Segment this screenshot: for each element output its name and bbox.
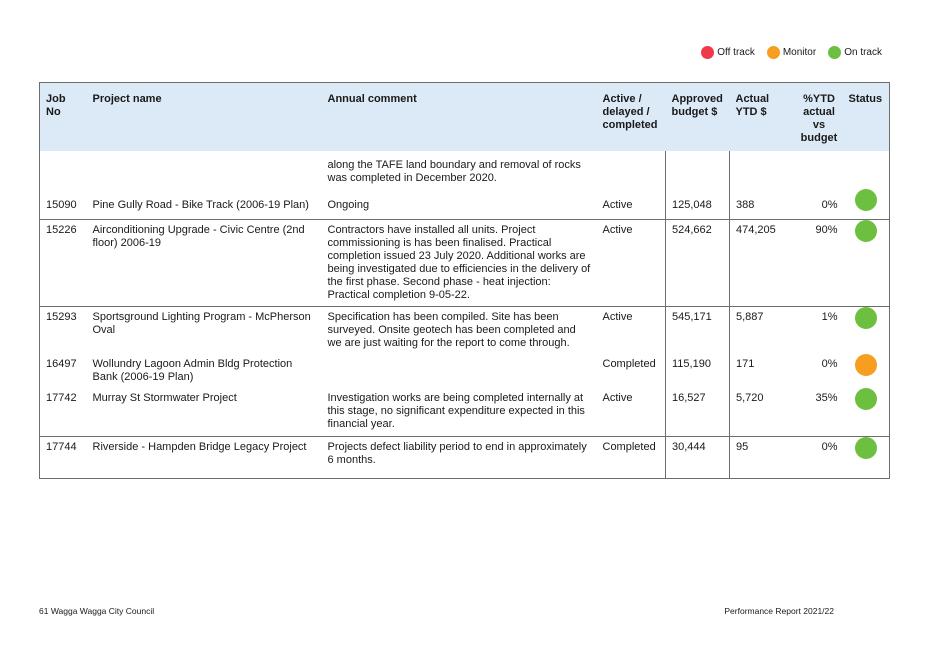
pct-ytd-cell: 0% <box>795 189 843 220</box>
pct-ytd-cell: 1% <box>821 311 838 323</box>
header-active: Active / delayed / completed <box>597 83 666 152</box>
capital-projects-table <box>39 82 890 479</box>
job-no-cell: 15226 <box>40 220 87 307</box>
status-cell <box>843 354 890 388</box>
approved-budget-cell: 16,527 <box>666 388 730 436</box>
legend-monitor <box>767 46 816 59</box>
annual-comment-cell: Specification has been compiled. Site has been surveyed. Onsite geotech has been completed and we are just waiting for the report to come through. <box>327 311 576 349</box>
annual-comment-cell: Projects defect liability period to end in approximately 6 months. <box>322 436 597 478</box>
job-no-cell: 15090 <box>40 189 87 220</box>
job-no-cell: 17744 <box>40 436 87 478</box>
legend-off-track <box>701 46 755 59</box>
continuation-row <box>40 151 890 189</box>
annual-comment-cell <box>322 354 597 388</box>
footer-report-title: Performance Report 2021/22 <box>724 606 834 616</box>
state-cell: Active <box>597 220 666 307</box>
status-dot-icon <box>855 220 877 242</box>
table-row <box>40 354 890 388</box>
project-name-cell: Murray St Stormwater Project <box>87 388 322 436</box>
status-dot-icon <box>855 307 877 329</box>
approved-budget-cell: 524,662 <box>666 220 730 307</box>
actual-ytd-cell: 95 <box>730 436 795 478</box>
approved-budget-cell: 545,171 <box>666 307 730 355</box>
project-name-cell: Sportsground Lighting Program - McPherson Oval <box>92 311 311 336</box>
state-cell: Completed <box>597 436 666 478</box>
job-no-cell: 16497 <box>40 354 87 388</box>
header-approved-budget: Approved budget $ <box>666 83 730 152</box>
state-cell: Completed <box>602 358 656 370</box>
approved-budget-cell: 125,048 <box>666 189 730 220</box>
on-track-dot-icon <box>828 46 841 59</box>
header-job-no: Job No <box>40 83 87 152</box>
pct-ytd-cell: 0% <box>795 436 843 478</box>
table-row <box>40 220 890 307</box>
table-header-row <box>40 83 890 152</box>
approved-budget-cell: 30,444 <box>666 436 730 478</box>
header-actual-ytd: Actual YTD $ <box>730 83 795 152</box>
status-cell <box>843 307 890 355</box>
pct-ytd-cell: 90% <box>795 220 843 307</box>
footer-page-council: 61 Wagga Wagga City Council <box>39 606 155 616</box>
state-cell: Active <box>597 388 666 436</box>
project-name-cell: Pine Gully Road - Bike Track (2006-19 Plan) <box>87 189 322 220</box>
off-track-dot-icon <box>701 46 714 59</box>
annual-comment-cell: Investigation works are being completed internally at this stage, no significant expenditure expected in this financial year. <box>322 388 597 436</box>
legend-label: On track <box>844 47 882 58</box>
status-dot-icon <box>855 189 877 211</box>
legend-on-track <box>828 46 882 59</box>
job-no-cell: 15293 <box>40 307 87 355</box>
actual-ytd-cell: 474,205 <box>730 220 795 307</box>
status-cell <box>843 189 890 220</box>
table-row <box>40 388 890 436</box>
status-dot-icon <box>855 437 877 459</box>
state-cell: Active <box>602 311 633 323</box>
legend-label: Monitor <box>782 47 817 58</box>
status-cell <box>843 220 890 307</box>
header-pct-ytd: %YTD actual vs budget <box>795 83 843 152</box>
approved-budget-cell: 115,190 <box>666 354 730 388</box>
actual-ytd-cell: 171 <box>736 358 755 370</box>
status-cell <box>843 436 890 478</box>
state-cell: Active <box>597 189 666 220</box>
job-no-cell: 17742 <box>40 388 87 436</box>
project-name-cell: Riverside - Hampden Bridge Legacy Project <box>87 436 322 478</box>
table-row <box>40 189 890 220</box>
status-dot-icon <box>855 354 877 376</box>
status-cell <box>843 388 890 436</box>
project-name-cell: Airconditioning Upgrade - Civic Centre (2nd floor) 2006-19 <box>87 220 322 307</box>
continuation-comment: along the TAFE land boundary and removal of rocks was completed in December 2020. <box>327 159 581 184</box>
table-row <box>40 307 890 355</box>
actual-ytd-cell: 5,887 <box>736 311 764 323</box>
pct-ytd-cell: 35% <box>795 388 843 436</box>
actual-ytd-cell: 388 <box>730 189 795 220</box>
table-row <box>40 436 890 478</box>
annual-comment-cell: Ongoing <box>322 189 597 220</box>
header-annual-comment: Annual comment <box>322 83 597 152</box>
project-name-cell: Wollundry Lagoon Admin Bldg Protection Bank (2006-19 Plan) <box>92 358 293 383</box>
pct-ytd-cell: 0% <box>821 358 838 370</box>
legend-label: Off track <box>717 47 755 58</box>
header-status: Status <box>843 83 890 152</box>
monitor-dot-icon <box>767 46 780 59</box>
actual-ytd-cell: 5,720 <box>730 388 795 436</box>
annual-comment-cell: Contractors have installed all units. Project commissioning is has been finalised. Practical completion issued 23 July 2020. Additional works are being investigated due to efficiencies in the delivery of the first phase. Second phase - heat injection: Practical completion 9-05-22. <box>322 220 597 307</box>
status-dot-icon <box>855 388 877 410</box>
status-legend <box>695 46 882 59</box>
header-project-name: Project name <box>87 83 322 152</box>
